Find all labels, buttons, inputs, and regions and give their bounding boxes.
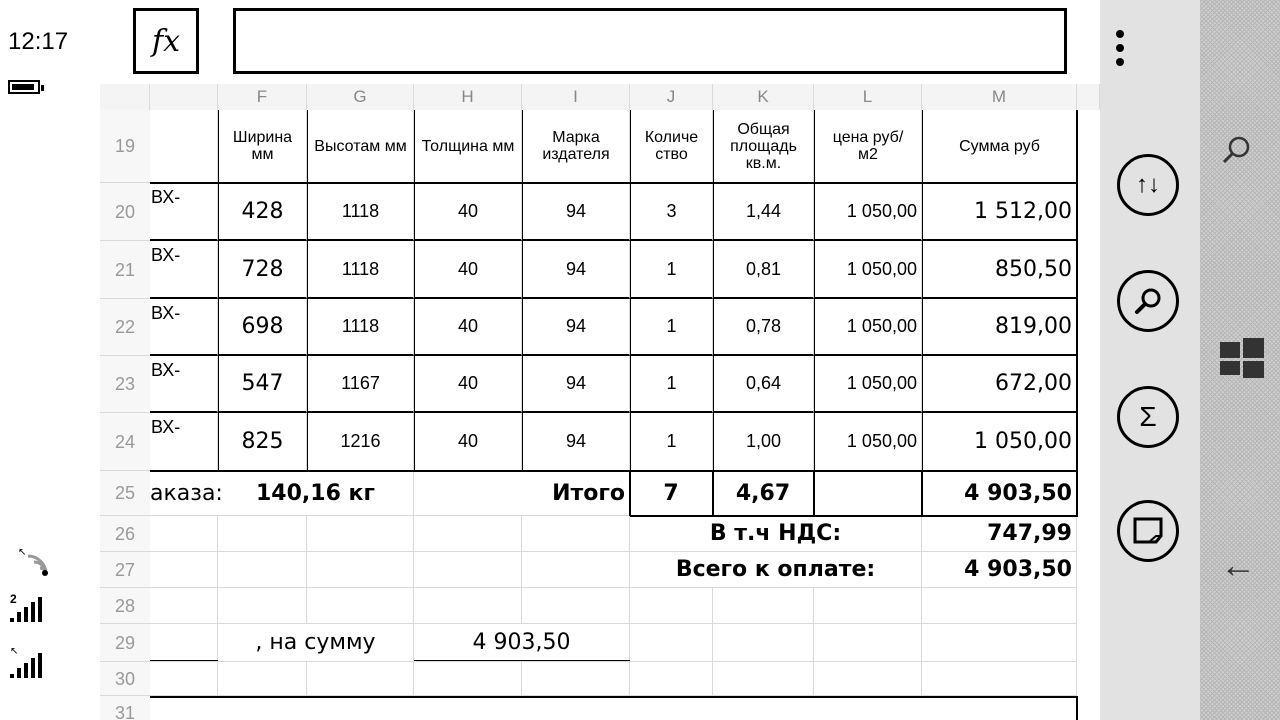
sum-icon: Σ: [1139, 401, 1157, 432]
comment-button[interactable]: [1117, 500, 1179, 562]
table-border-25-bottom: [630, 515, 1078, 517]
row-header-20[interactable]: 20: [100, 183, 150, 241]
cell-h20[interactable]: 40: [414, 183, 522, 241]
cell-k23[interactable]: 0,64: [713, 356, 814, 413]
cell-row31[interactable]: [150, 696, 1077, 720]
cell-h24[interactable]: 40: [414, 413, 522, 471]
cell-h23[interactable]: 40: [414, 356, 522, 413]
cell-l22[interactable]: 1 050,00: [814, 299, 922, 356]
underline-e29: [150, 660, 218, 661]
cell-j20[interactable]: 3: [630, 183, 713, 241]
sort-button[interactable]: [1117, 154, 1179, 216]
cell-e28[interactable]: [150, 588, 218, 624]
cell-k22[interactable]: 0,78: [713, 299, 814, 356]
cell-h26[interactable]: [414, 516, 522, 552]
row-header-27[interactable]: 27: [100, 552, 150, 588]
more-options-icon[interactable]: [1116, 30, 1124, 72]
status-bar: [0, 0, 100, 720]
formula-input[interactable]: [233, 8, 1067, 74]
windows-start-icon[interactable]: [1220, 338, 1264, 378]
fx-button[interactable]: [133, 8, 199, 74]
column-header-m[interactable]: M: [922, 84, 1077, 110]
column-header-k[interactable]: K: [713, 84, 814, 110]
cell-m30[interactable]: [922, 662, 1077, 696]
corner-header: [100, 84, 150, 110]
cell-g30[interactable]: [307, 662, 414, 696]
cell-k21[interactable]: 0,81: [713, 241, 814, 299]
cell-f25-weight[interactable]: 140,16 кг: [218, 471, 414, 516]
cell-f26[interactable]: [218, 516, 307, 552]
cell-h25[interactable]: [414, 471, 522, 516]
cell-f19[interactable]: Ширина мм: [218, 110, 307, 183]
clock: 12:17: [8, 28, 69, 55]
cell-k28[interactable]: [713, 588, 814, 624]
cell-i26[interactable]: [522, 516, 630, 552]
cell-f23[interactable]: 547: [218, 356, 307, 413]
cell-m20[interactable]: 1 512,00: [922, 183, 1077, 241]
cell-h27[interactable]: [414, 552, 522, 588]
cell-total-pay-label[interactable]: Всего к оплате:: [630, 552, 922, 588]
cell-j22[interactable]: 1: [630, 299, 713, 356]
cell-i20[interactable]: 94: [522, 183, 630, 241]
sort-icon: ↑↓: [1136, 171, 1160, 198]
table-border-25: [150, 470, 1078, 472]
cell-j25-qty[interactable]: 7: [630, 471, 713, 516]
cell-k25-area[interactable]: 4,67: [713, 471, 814, 516]
cell-m19[interactable]: Сумма руб: [922, 110, 1077, 183]
cell-j21[interactable]: 1: [630, 241, 713, 299]
comment-icon: [1131, 516, 1165, 546]
cell-k20[interactable]: 1,44: [713, 183, 814, 241]
app-bar: [1100, 0, 1200, 720]
cell-l23[interactable]: 1 050,00: [814, 356, 922, 413]
column-header-j[interactable]: J: [630, 84, 713, 110]
cell-j24[interactable]: 1: [630, 413, 713, 471]
cell-j19[interactable]: Количе ство: [630, 110, 713, 183]
back-icon[interactable]: ←: [1220, 544, 1256, 585]
table-border-k25: [712, 470, 714, 516]
column-header-f[interactable]: F: [218, 84, 307, 110]
battery-icon: [8, 80, 40, 94]
cell-f30[interactable]: [218, 662, 307, 696]
cell-g19[interactable]: Высотам мм: [307, 110, 414, 183]
table-border-m25: [921, 470, 923, 516]
cell-m22[interactable]: 819,00: [922, 299, 1077, 356]
cell-e23[interactable]: ВХ-: [150, 356, 218, 413]
cell-k19[interactable]: Общая площадь кв.м.: [713, 110, 814, 183]
cell-e22[interactable]: ВХ-: [150, 299, 218, 356]
cell-g20[interactable]: 1118: [307, 183, 414, 241]
cell-h21[interactable]: 40: [414, 241, 522, 299]
row-header-25[interactable]: 25: [100, 471, 150, 516]
cell-g27[interactable]: [307, 552, 414, 588]
autosum-button[interactable]: [1117, 386, 1179, 448]
spreadsheet-grid[interactable]: [100, 84, 1100, 720]
cell-k24[interactable]: 1,00: [713, 413, 814, 471]
cell-i23[interactable]: 94: [522, 356, 630, 413]
signal-icon-2: ↖: [10, 650, 50, 678]
cell-e20[interactable]: ВХ-: [150, 183, 218, 241]
cell-g28[interactable]: [307, 588, 414, 624]
row-header-31[interactable]: 31: [100, 696, 150, 720]
find-icon: [1132, 285, 1164, 317]
cell-m23[interactable]: 672,00: [922, 356, 1077, 413]
signal-1-label: 2: [10, 592, 17, 606]
cell-i30[interactable]: [522, 662, 630, 696]
row-header-28[interactable]: 28: [100, 588, 150, 624]
fx-label: fx: [151, 23, 181, 59]
cell-h29-value[interactable]: 4 903,50: [414, 624, 630, 662]
cell-f22[interactable]: 698: [218, 299, 307, 356]
cell-vat-label[interactable]: В т.ч НДС:: [630, 516, 922, 552]
cell-f28[interactable]: [218, 588, 307, 624]
cell-l29[interactable]: [814, 624, 922, 662]
cell-e27[interactable]: [150, 552, 218, 588]
cell-l25[interactable]: [814, 471, 922, 516]
column-header-e[interactable]: [150, 84, 218, 110]
column-header-h[interactable]: H: [414, 84, 522, 110]
table-border-right-31: [1076, 696, 1078, 720]
cell-e21[interactable]: ВХ-: [150, 241, 218, 299]
row-header-26[interactable]: 26: [100, 516, 150, 552]
cell-l19[interactable]: цена руб/ м2: [814, 110, 922, 183]
cell-l24[interactable]: 1 050,00: [814, 413, 922, 471]
cell-i25-total-label[interactable]: Итого: [522, 471, 630, 516]
cell-m28[interactable]: [922, 588, 1077, 624]
row-header-21[interactable]: 21: [100, 241, 150, 299]
cell-vat-value[interactable]: 747,99: [922, 516, 1077, 552]
row-header-29[interactable]: 29: [100, 624, 150, 662]
cell-f24[interactable]: 825: [218, 413, 307, 471]
cell-l20[interactable]: 1 050,00: [814, 183, 922, 241]
find-button[interactable]: [1117, 270, 1179, 332]
cell-k29[interactable]: [713, 624, 814, 662]
cell-i27[interactable]: [522, 552, 630, 588]
cell-e29[interactable]: [150, 624, 218, 662]
underline-h29: [414, 660, 630, 661]
cell-j29[interactable]: [630, 624, 713, 662]
table-border-j25: [629, 470, 631, 516]
cell-e19[interactable]: [150, 110, 218, 183]
row-header-22[interactable]: 22: [100, 299, 150, 356]
cell-e30[interactable]: [150, 662, 218, 696]
cell-i28[interactable]: [522, 588, 630, 624]
cell-j30[interactable]: [630, 662, 713, 696]
cell-g23[interactable]: 1167: [307, 356, 414, 413]
cell-i22[interactable]: 94: [522, 299, 630, 356]
cell-l21[interactable]: 1 050,00: [814, 241, 922, 299]
cell-f20[interactable]: 428: [218, 183, 307, 241]
cell-i24[interactable]: 94: [522, 413, 630, 471]
table-border-right: [1076, 110, 1078, 516]
cell-j28[interactable]: [630, 588, 713, 624]
cell-m25-sum[interactable]: 4 903,50: [922, 471, 1077, 516]
row-header-30[interactable]: 30: [100, 662, 150, 696]
cell-i19[interactable]: Марка издателя: [522, 110, 630, 183]
cell-m29[interactable]: [922, 624, 1077, 662]
cell-e26[interactable]: [150, 516, 218, 552]
cell-total-pay-value[interactable]: 4 903,50: [922, 552, 1077, 588]
wifi-icon: [18, 546, 50, 578]
cell-f21[interactable]: 728: [218, 241, 307, 299]
search-icon[interactable]: [1220, 134, 1252, 166]
row-header-23[interactable]: 23: [100, 356, 150, 413]
cell-m21[interactable]: 850,50: [922, 241, 1077, 299]
cell-l30[interactable]: [814, 662, 922, 696]
svg-text:↖: ↖: [18, 547, 27, 558]
cell-e25[interactable]: аказа:: [150, 471, 218, 516]
cell-j23[interactable]: 1: [630, 356, 713, 413]
cell-f27[interactable]: [218, 552, 307, 588]
cell-g21[interactable]: 1118: [307, 241, 414, 299]
cell-g24[interactable]: 1216: [307, 413, 414, 471]
cell-g26[interactable]: [307, 516, 414, 552]
cell-h28[interactable]: [414, 588, 522, 624]
cell-f29-text[interactable]: , на сумму: [218, 624, 414, 662]
cell-h22[interactable]: 40: [414, 299, 522, 356]
navigation-strip: [1200, 0, 1280, 720]
cell-e24[interactable]: ВХ-: [150, 413, 218, 471]
column-header-n[interactable]: [1077, 84, 1100, 110]
cell-h30[interactable]: [414, 662, 522, 696]
row-header-19[interactable]: 19: [100, 110, 150, 183]
table-border-l25: [813, 470, 815, 516]
cell-h19[interactable]: Толщина мм: [414, 110, 522, 183]
cell-l28[interactable]: [814, 588, 922, 624]
cell-i21[interactable]: 94: [522, 241, 630, 299]
row-header-24[interactable]: 24: [100, 413, 150, 471]
cell-g22[interactable]: 1118: [307, 299, 414, 356]
cell-k30[interactable]: [713, 662, 814, 696]
signal-icon-1: [10, 594, 50, 622]
table-border-top: [150, 182, 1078, 184]
cell-m24[interactable]: 1 050,00: [922, 413, 1077, 471]
column-header-g[interactable]: G: [307, 84, 414, 110]
column-header-l[interactable]: L: [814, 84, 922, 110]
column-header-i[interactable]: I: [522, 84, 630, 110]
